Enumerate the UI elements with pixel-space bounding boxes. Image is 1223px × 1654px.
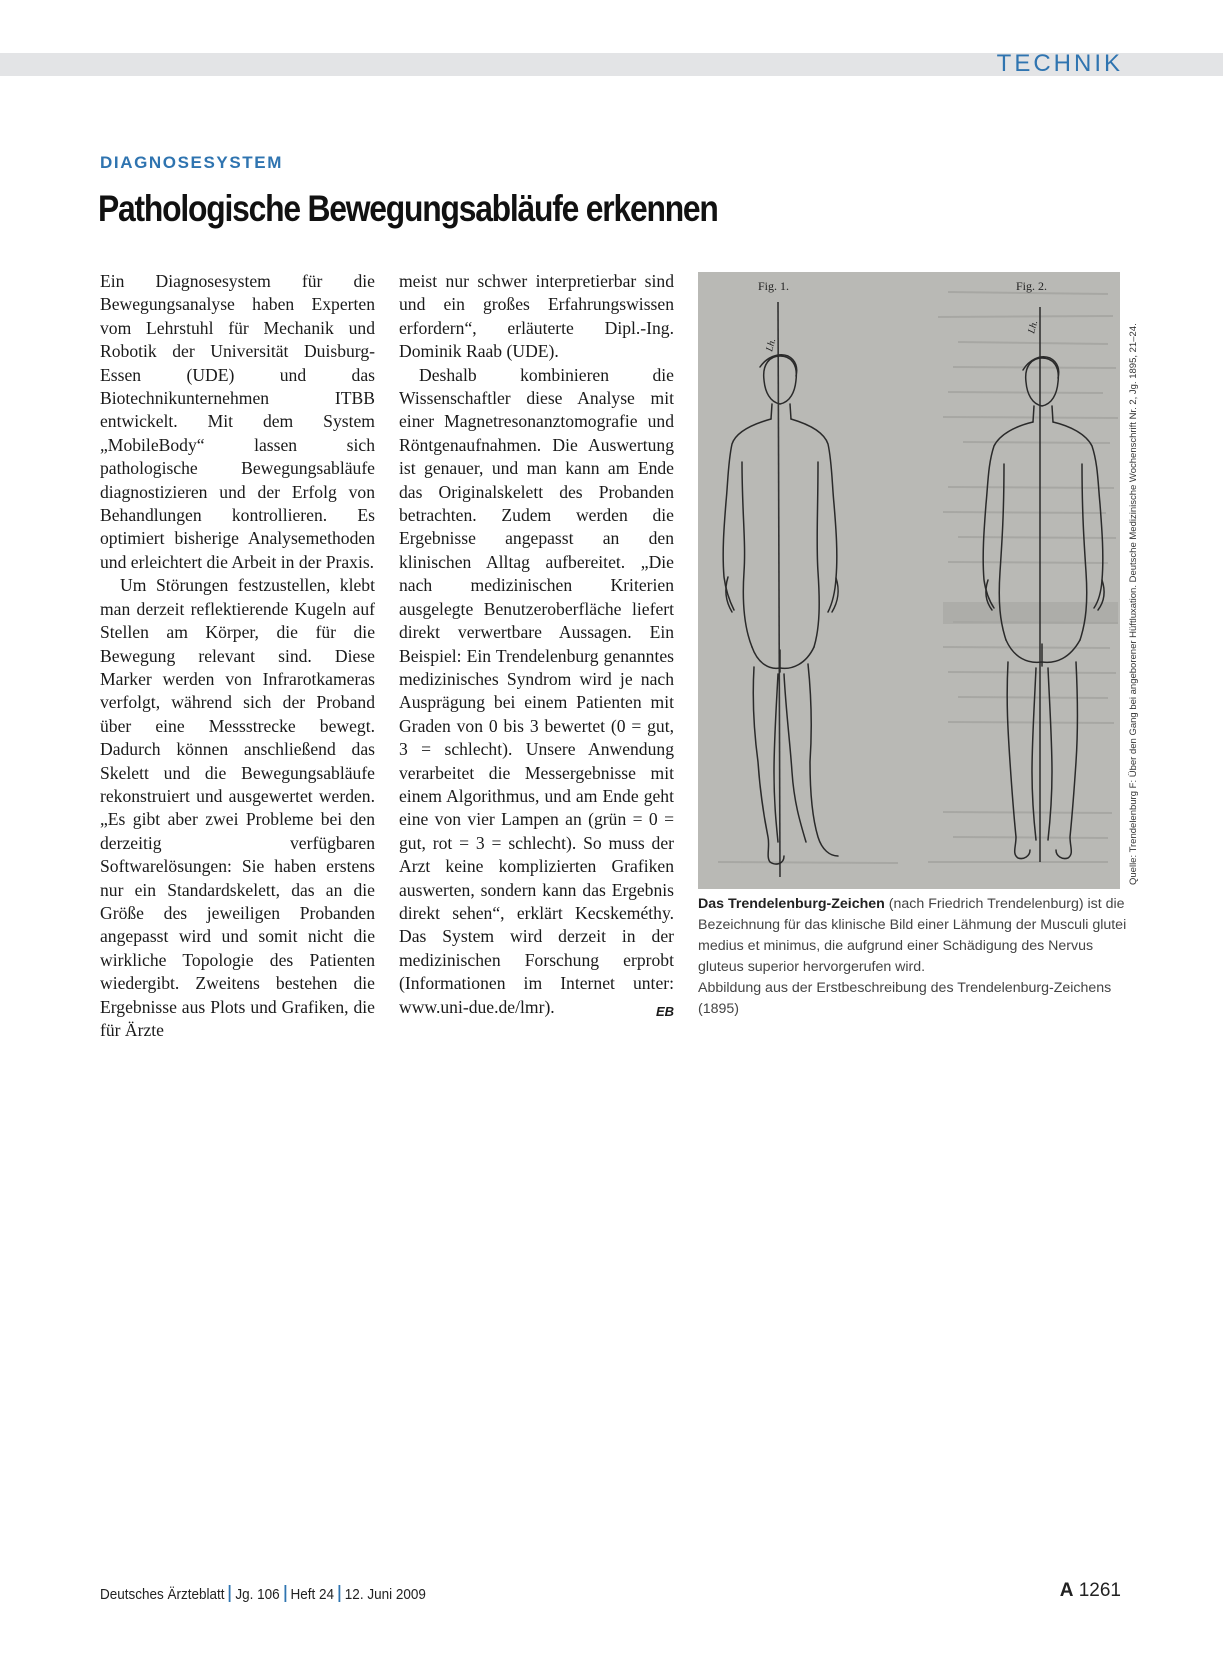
text-column-1 <box>100 270 375 1042</box>
section-label: TECHNIK <box>996 50 1123 77</box>
footer-date: 12. Juni 2009 <box>344 1586 426 1603</box>
figure-illustration <box>698 272 1120 889</box>
footer-issue: Heft 24 <box>290 1586 334 1603</box>
article-kicker: DIAGNOSESYSTEM <box>100 153 283 172</box>
figure-source: Quelle: Trendelenburg F: Über den Gang bei angeborener Hüftluxation. Deutsche Medizinische Wochenschrift Nr. 2, Jg. 1895, 21–24. <box>1128 323 1139 885</box>
footer-volume: Jg. 106 <box>235 1586 280 1603</box>
fig2-label: Fig. 2. <box>1016 279 1048 293</box>
paragraph <box>399 364 674 1019</box>
article-headline: Pathologische Bewegungsabläufe erkennen <box>98 188 718 229</box>
svg-text:Lh.: Lh. <box>1026 319 1041 335</box>
page-prefix: A <box>1059 1580 1074 1601</box>
paragraph: meist nur schwer interpretierbar sind und ein großes Erfahrungswissen erfordern“, erläuterte Dipl.-Ing. Dominik Raab (UDE). <box>399 271 674 362</box>
author-initials: EB <box>655 1003 674 1019</box>
caption-text: (nach Friedrich Trendelenburg) ist die Bezeichnung für das klinische Bild einer Lähmung der Musculi glutei medius et minimus, die aufgrund einer Schädigung des Nervus gluteus superior hervorgerufen wird. <box>698 896 1127 975</box>
page-number-value: 1261 <box>1078 1580 1121 1601</box>
paragraph-text: Deshalb kombinieren die Wissenschaftler diese Analyse mit einer Magnetresonanztomografie und Röntgenaufnahmen. Die Auswertung ist genauer, und man kann am Ende das Originalskelett des Probanden betrachten. Zudem werden die Ergebnisse angepasst an den klinischen Alltag aufbereitet. „Die nach medizinischen Kriterien ausgelegte Benutzeroberfläche liefert direkt verwertbare Aussagen. Ein Beispiel: Ein Trendelenburg genanntes medizinisches Syndrom wird je nach Ausprägung bei einem Patienten mit Graden von 0 bis 3 bewertet (0 = gut, 3 = schlecht). Unsere Anwendung verarbeitet die Messergebnisse mit einem Algorithmus, und am Ende geht eine von vier Lampen an (grün = 0 = gut, rot = 3 = schlecht). So muss der Arzt keine komplizierten Grafiken auswerten, sondern kann das Ergebnis direkt sehen“, erklärt Kecskeméthy. Das System wird derzeit in der medizinischen Forschung erprobt (Informationen im Internet unter: www.uni-due.de/lmr). <box>399 364 674 1017</box>
page-number <box>1060 1580 1121 1602</box>
text-column-2 <box>399 270 674 1023</box>
footer-separator <box>284 1585 286 1602</box>
caption-credit: Abbildung aus der Erstbeschreibung des Trendelenburg-Zeichens (1895) <box>698 980 1112 1017</box>
footer-separator <box>229 1585 231 1602</box>
page-footer <box>100 1585 426 1603</box>
footer-separator <box>339 1585 341 1602</box>
fig1-label: Fig. 1. <box>758 279 790 293</box>
paragraph: Ein Diagnosesystem für die Bewegungsanalyse haben Experten vom Lehrstuhl für Mechanik und Robotik der Universität Duisburg-Essen (UDE) und das Biotechnikunternehmen ITBB entwickelt. Mit dem System „MobileBody“ lassen sich pathologische Bewegungsabläufe diagnostizieren und der Erfolg von Behandlungen kontrollieren. Es optimiert bisherige Analysemethoden und erleichtert die Arbeit in der Praxis. <box>100 271 375 572</box>
figure-caption <box>698 894 1128 1020</box>
paragraph: Um Störungen festzustellen, klebt man derzeit reflektierende Kugeln auf Stellen am Körper, die für die Bewegung relevant sind. Diese Marker werden von Infrarotkameras verfolgt, während sich der Proband über eine Messstrecke bewegt. Dadurch können anschließend das Skelett und die Bewegungsabläufe rekonstruiert und ausgewertet werden. „Es gibt aber zwei Probleme bei den derzeitig verfügbaren Softwarelösungen: Sie haben erstens nur ein Standardskelett, das an die Größe des jeweiligen Probanden angepasst wird und somit nicht die wirkliche Topologie des Patienten wiedergibt. Zweitens bestehen die Ergebnisse aus Plots und Grafiken, die für Ärzte <box>100 575 375 1040</box>
caption-title: Das Trendelenburg-Zeichen <box>698 896 885 912</box>
trendelenburg-figure <box>698 272 1120 889</box>
svg-text:Lh.: Lh. <box>764 337 779 353</box>
footer-journal: Deutsches Ärzteblatt <box>100 1586 225 1603</box>
